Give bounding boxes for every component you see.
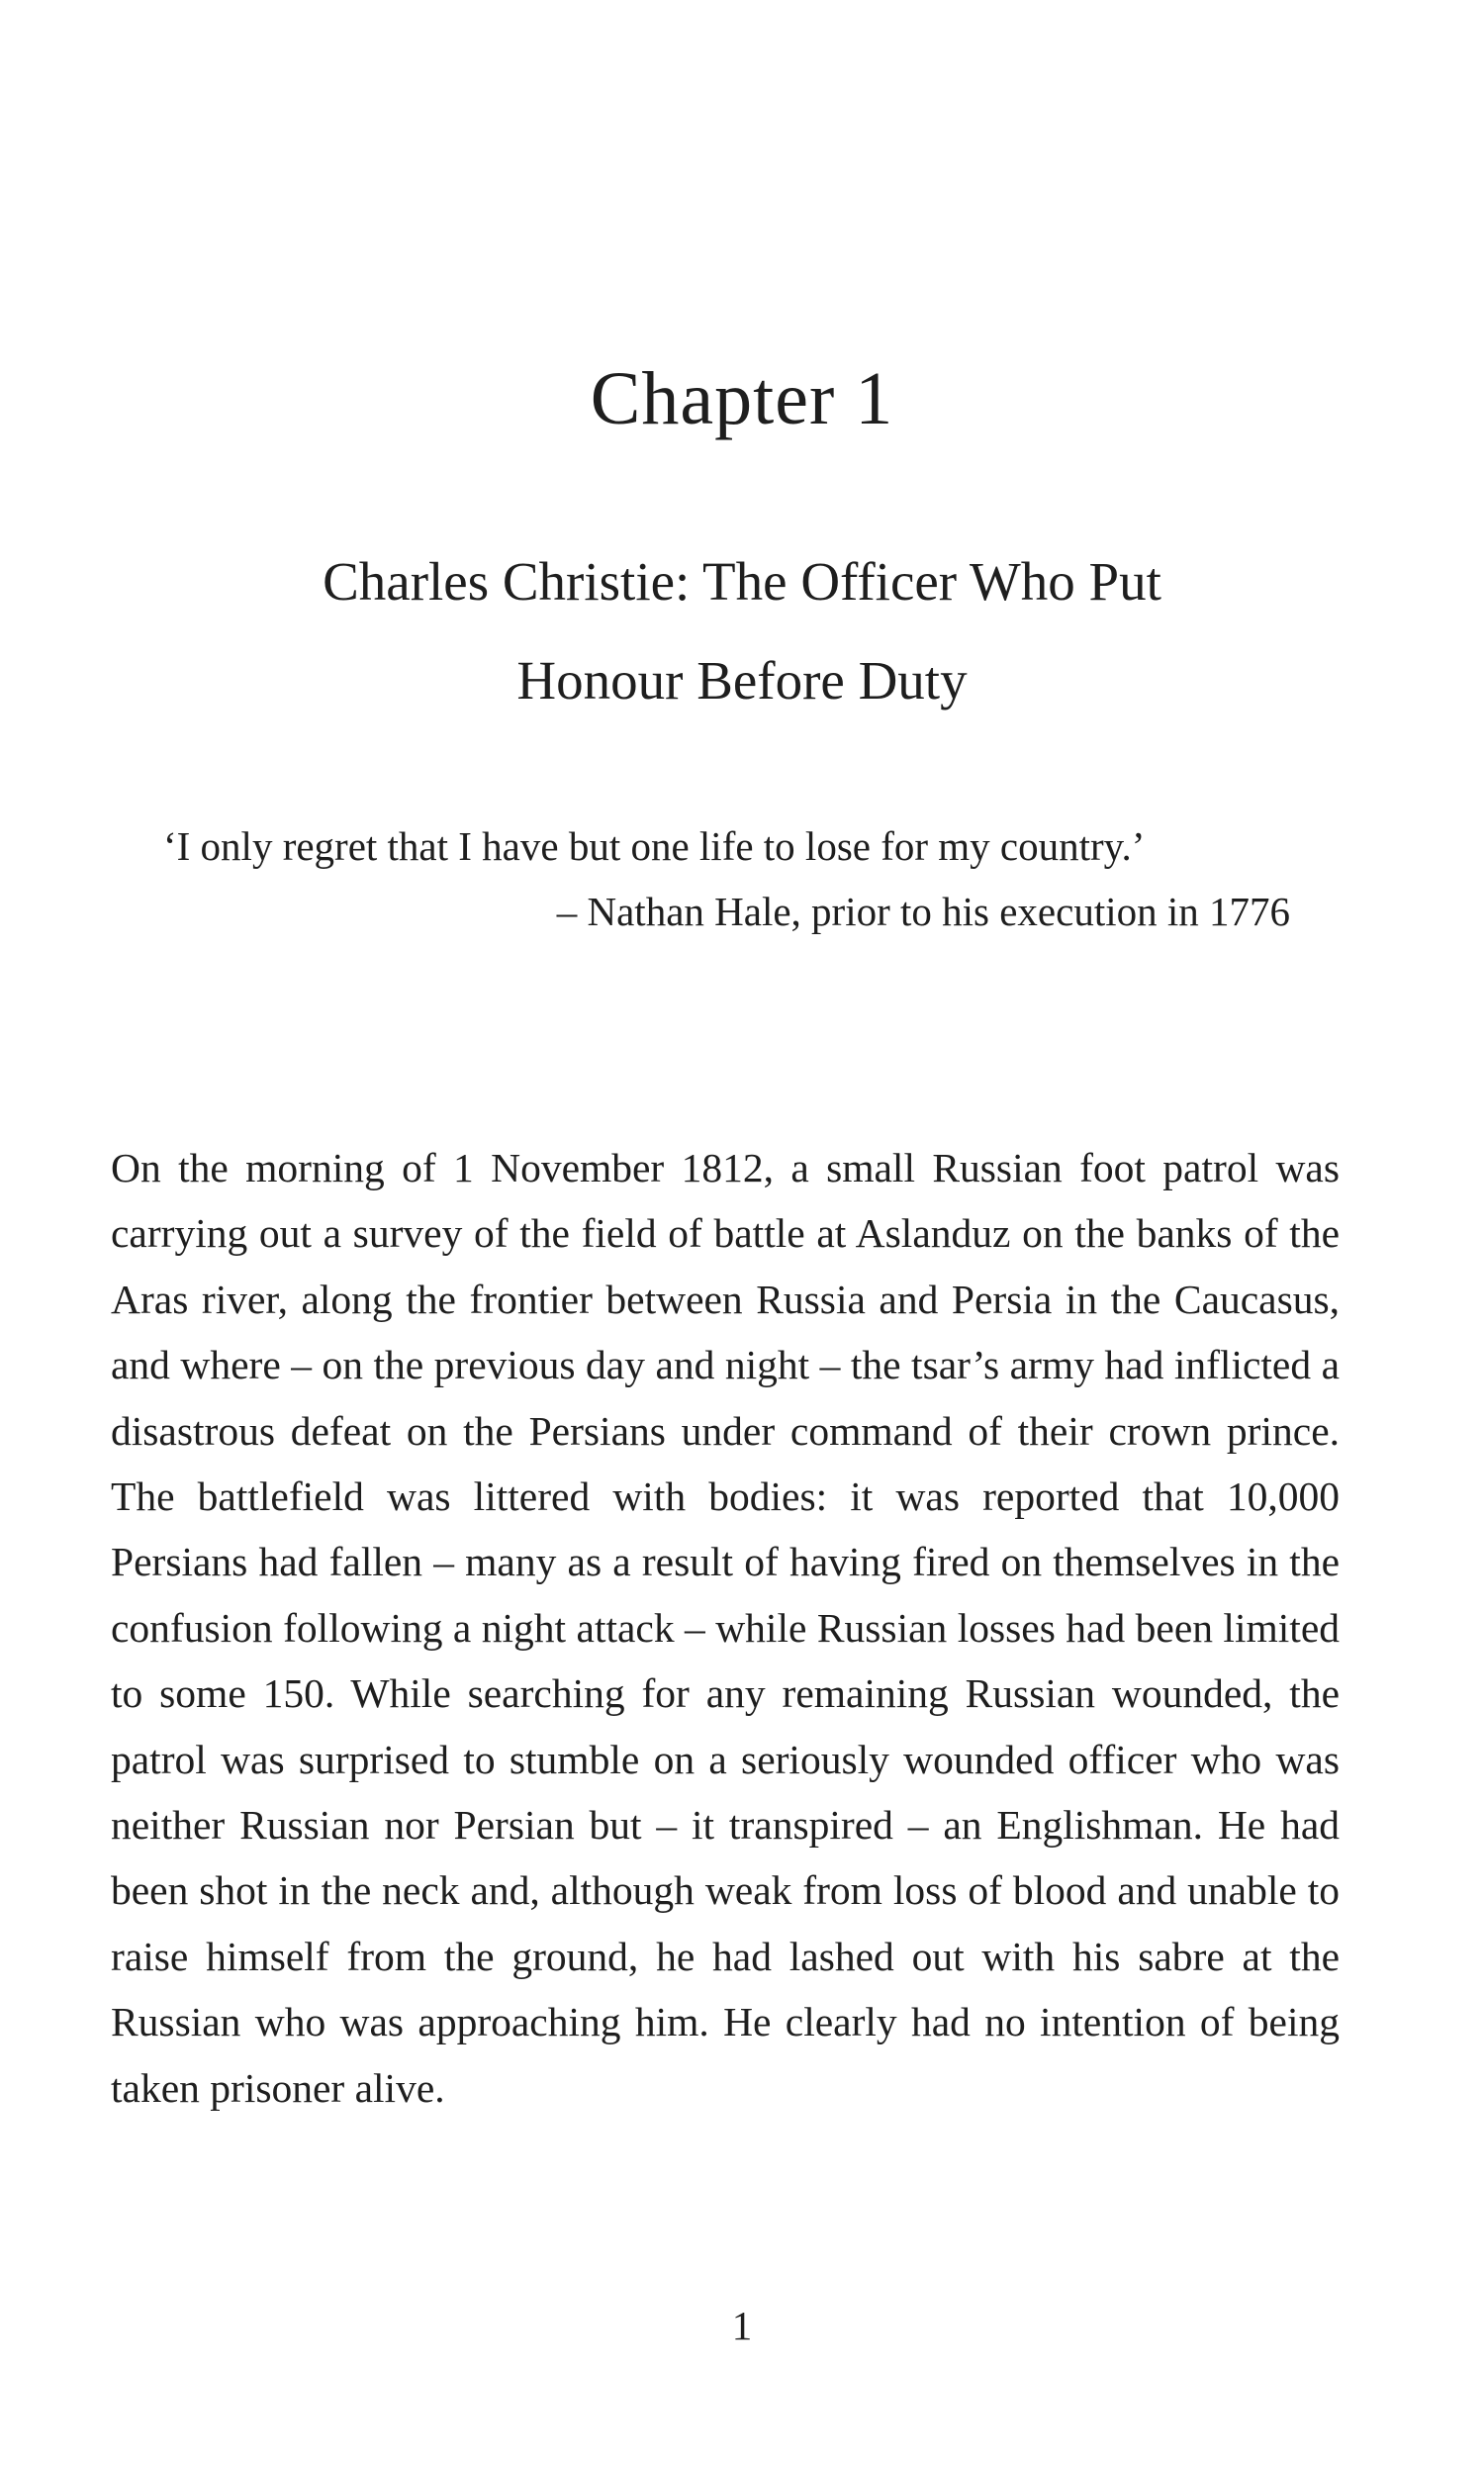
page-number: 1: [731, 2303, 753, 2348]
body-paragraph: On the morning of 1 November 1812, a small Russian foot patrol was carrying out a survey of the field of battle at Aslanduz on the banks of the Aras river, along the frontier between Russia and Persia in the Caucasus, and where – on the previous day and night – the tsar’s army had inflicted a disastrous defeat on the Persians under command of their crown prince. The battlefield was littered with bodies: it was reported that 10,000 Persians had fallen – many as a result of having fired on themselves in the confusion following a night attack – while Russian losses had been limited to some 150. While searching for any remaining Russian wounded, the patrol was surprised to stumble on a seriously wounded officer who was neither Russian nor Persian but – it transpired – an Englishman. He had been shot in the neck and, although weak from loss of blood and unable to raise himself from the ground, he had lashed out with his sabre at the Russian who was approaching him. He clearly had no intention of being taken prisoner alive.: [111, 1145, 1340, 2111]
chapter-title-line-2: Honour Before Duty: [516, 650, 968, 711]
epigraph-attribution: – Nathan Hale, prior to his execution in 1776: [556, 889, 1290, 934]
epigraph: [163, 813, 1326, 944]
epigraph-quote: ‘I only regret that I have but one life to lose for my country.’: [163, 823, 1146, 869]
chapter-title: [0, 532, 1484, 730]
chapter-number: Chapter 1: [590, 357, 894, 440]
chapter-title-line-1: Charles Christie: The Officer Who Put: [323, 551, 1161, 612]
